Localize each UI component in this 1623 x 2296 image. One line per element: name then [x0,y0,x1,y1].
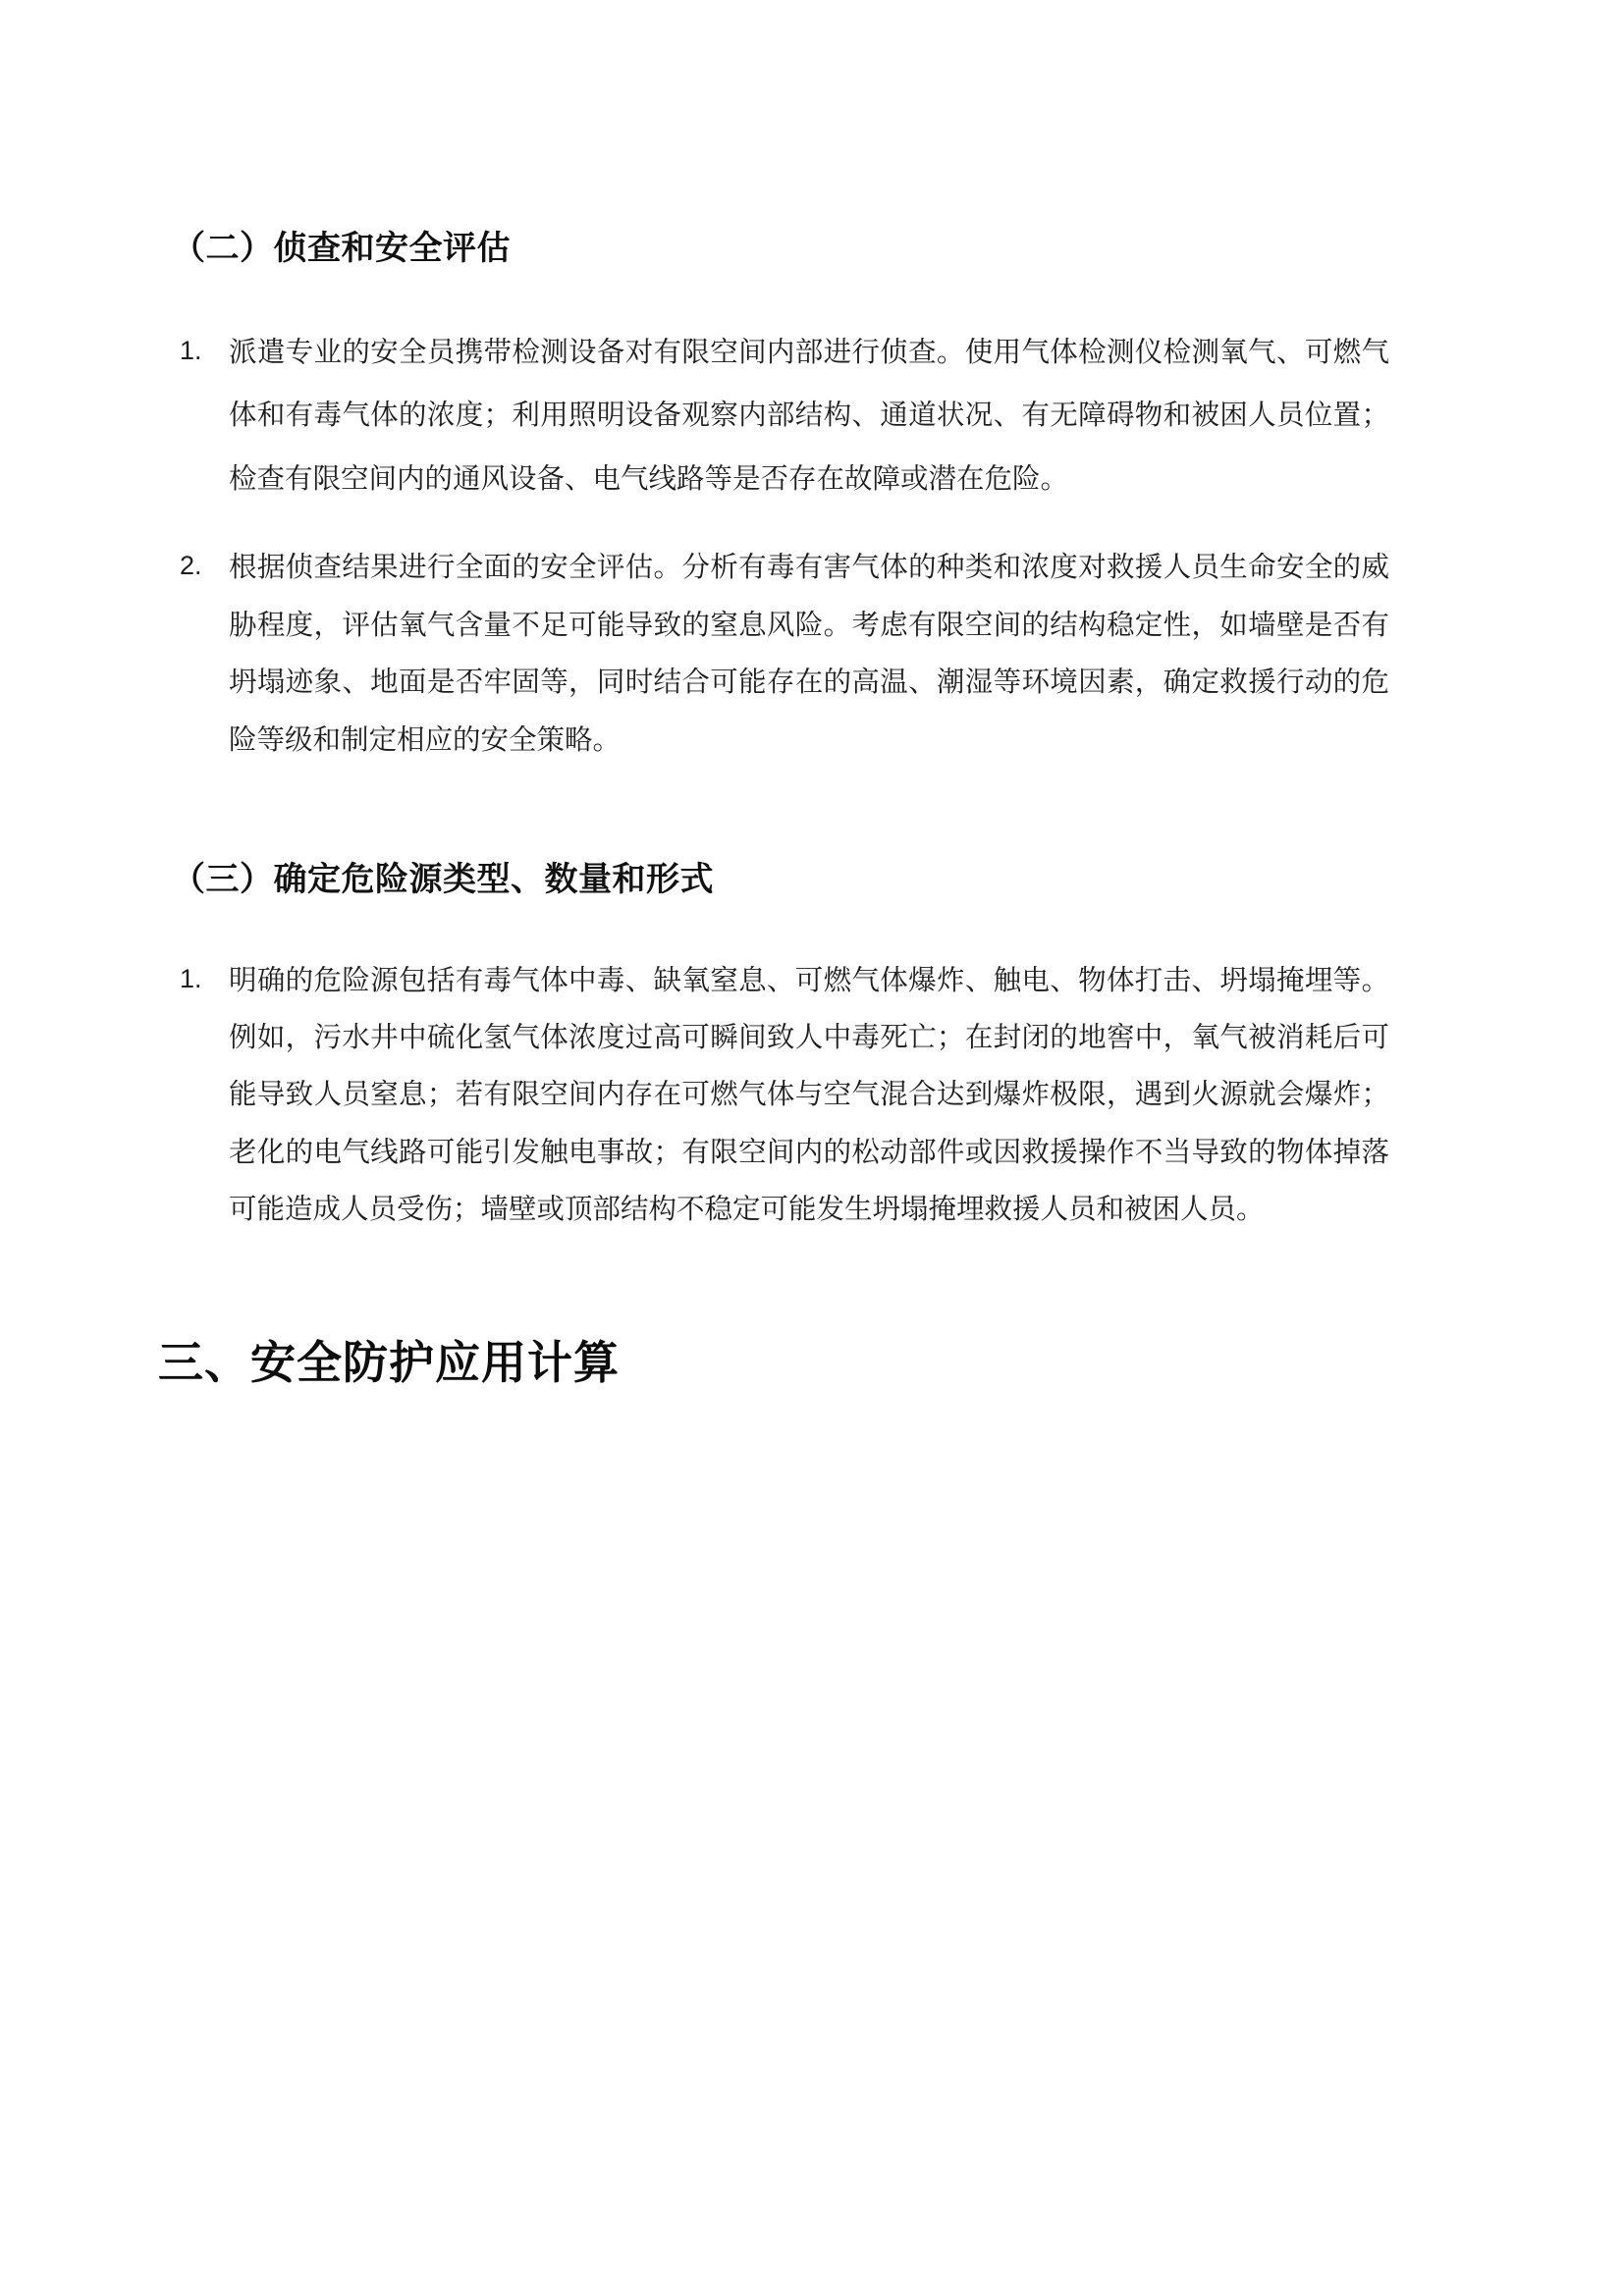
list-section-3 [172,952,1389,1239]
list-item [172,539,1389,769]
list-item-marker: 1. [180,963,202,993]
list-item [172,321,1389,512]
list-item [172,952,1389,1239]
list-item-marker: 1. [180,335,202,365]
list-section-2 [172,321,1389,770]
main-heading: 三、安全防护应用计算 [158,1336,620,1388]
section-heading-2: （二）侦查和安全评估 [172,230,511,267]
list-item-marker: 2. [180,551,202,581]
section-heading-3: （三）确定危险源类型、数量和形式 [172,861,714,899]
list-item-text: 派遣专业的安全员携带检测设备对有限空间内部进行侦查。使用气体检测仪检测氧气、可燃气体和有毒气体的浓度；利用照明设备观察内部结构、通道状况、有无障碍物和被困人员位置；检查有限空间内的通风设备、电气线路等是否存在故障或潜在危险。 [229,336,1389,496]
document-content [158,0,1389,1391]
list-item-text: 明确的危险源包括有毒气体中毒、缺氧窒息、可燃气体爆炸、触电、物体打击、坍塌掩埋等。例如，污水井中硫化氢气体浓度过高可瞬间致人中毒死亡；在封闭的地窖中，氧气被消耗后可能导致人员窒息；若有限空间内存在可燃气体与空气混合达到爆炸极限，遇到火源就会爆炸；老化的电气线路可能引发触电事故；有限空间内的松动部件或因救援操作不当导致的物体掉落可能造成人员受伤；墙壁或顶部结构不稳定可能发生坍塌掩埋救援人员和被困人员。 [229,964,1389,1226]
list-item-text: 根据侦查结果进行全面的安全评估。分析有毒有害气体的种类和浓度对救援人员生命安全的威胁程度，评估氧气含量不足可能导致的窒息风险。考虑有限空间的结构稳定性，如墙壁是否有坍塌迹象、地面是否牢固等，同时结合可能存在的高温、潮湿等环境因素，确定救援行动的危险等级和制定相应的安全策略。 [229,552,1389,756]
